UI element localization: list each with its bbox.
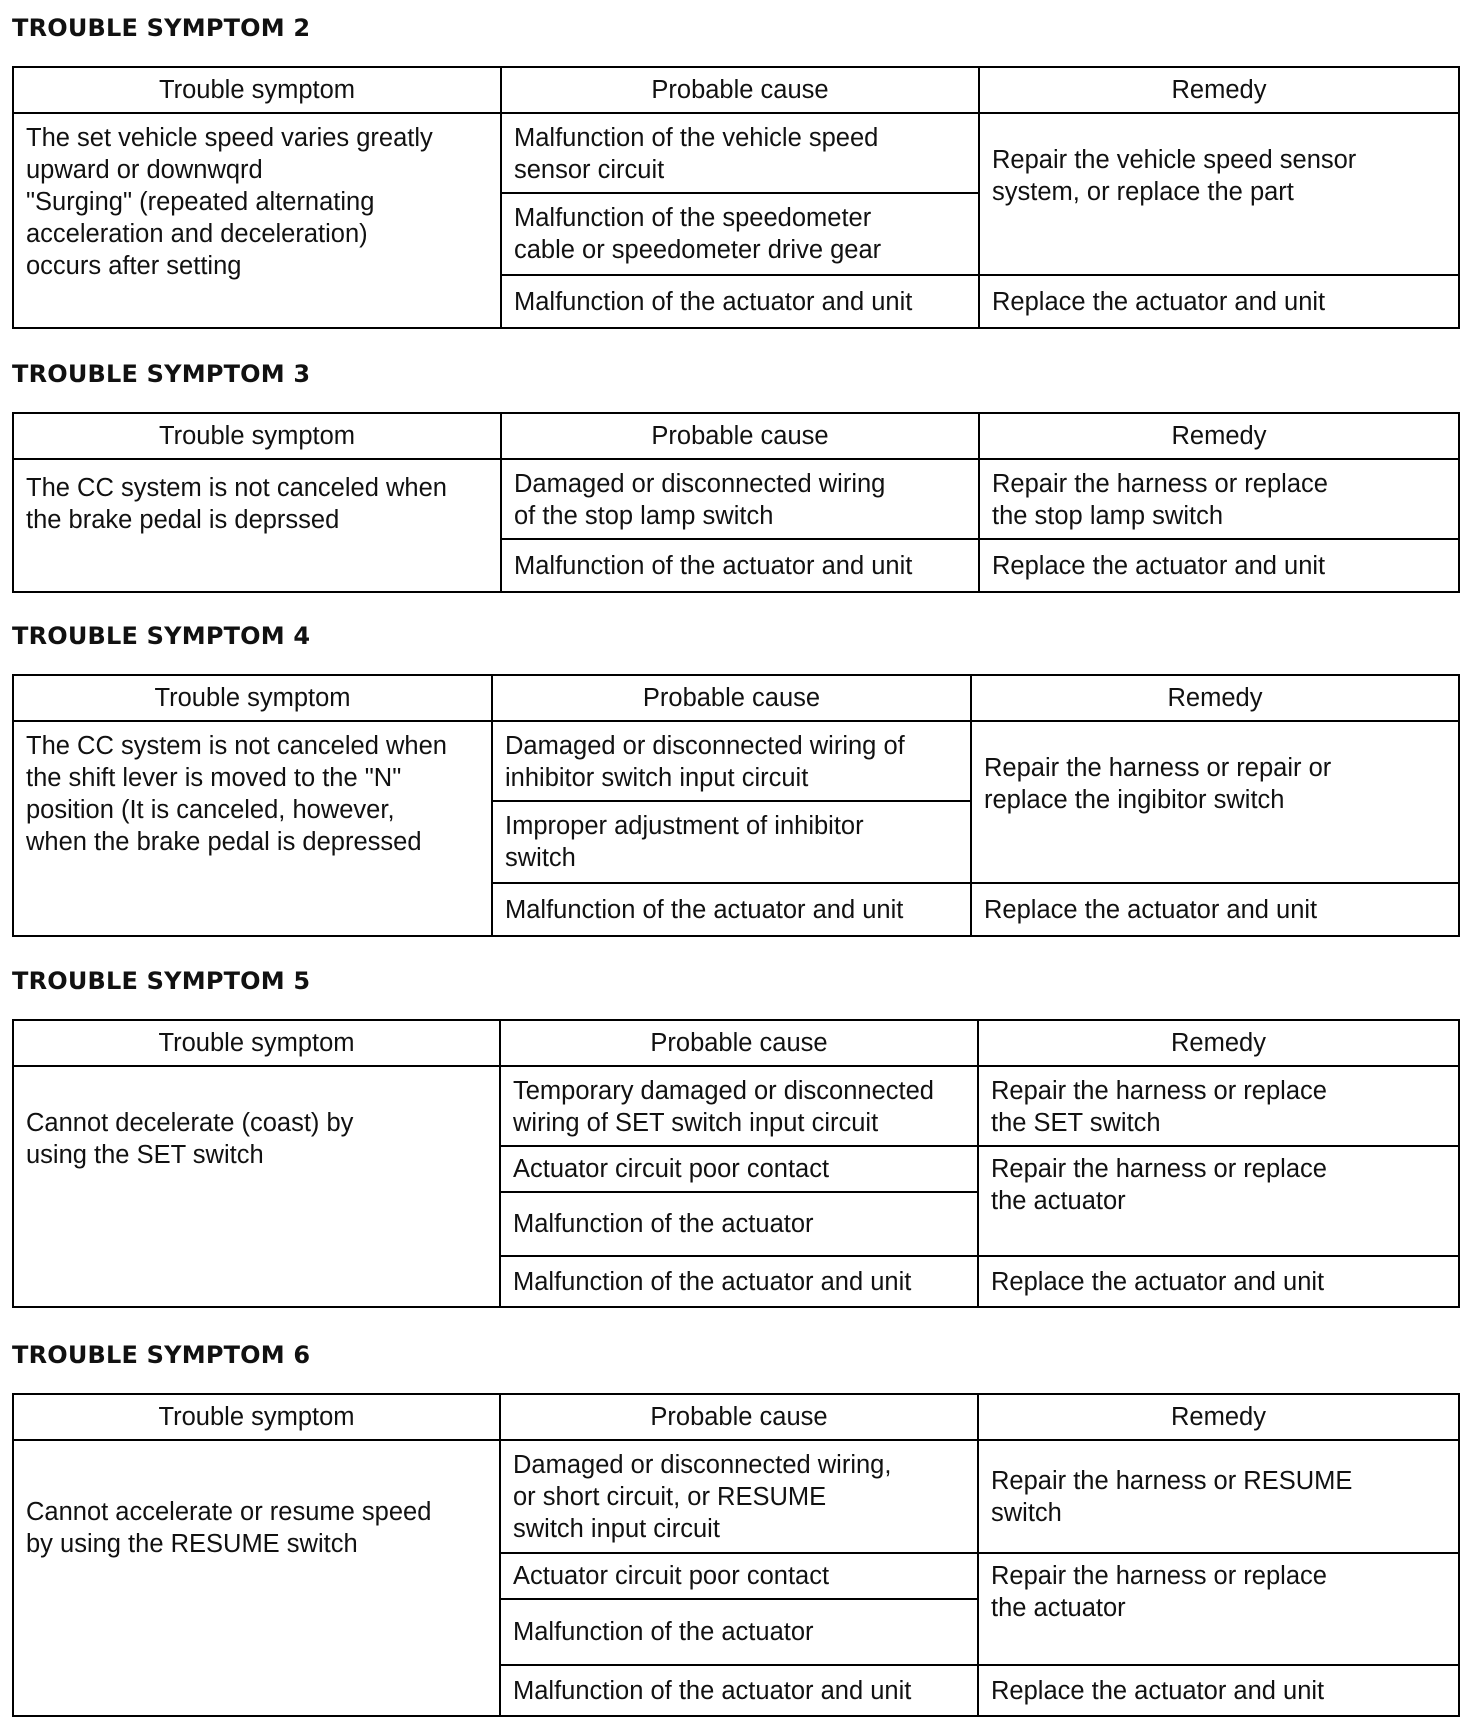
remedy-cell: [979, 539, 1459, 592]
symptom-text-line: The CC system is not canceled when: [26, 732, 447, 760]
symptom-text-line: upward or downwqrd: [26, 156, 263, 184]
remedy-cell: [978, 1146, 1459, 1256]
cause-text-line: Improper adjustment of inhibitor: [505, 812, 864, 840]
symptom-text-line: position (It is canceled, however,: [26, 796, 395, 824]
header-remedy: Remedy: [979, 413, 1459, 459]
remedy-cell: [979, 459, 1459, 539]
section-title: TROUBLE SYMPTOM 6: [12, 1341, 311, 1369]
remedy-cell: [979, 113, 1459, 275]
cause-cell: [500, 1440, 978, 1553]
header-probable-cause: Probable cause: [501, 67, 979, 113]
trouble-table: [12, 674, 1460, 937]
symptom-text-line: occurs after setting: [26, 252, 242, 280]
remedy-text-line: Replace the actuator and unit: [984, 895, 1318, 924]
remedy-text-line: replace the ingibitor switch: [984, 786, 1285, 814]
cause-cell: [500, 1192, 978, 1256]
cause-cell: [501, 113, 979, 193]
symptom-text-line: the shift lever is moved to the "N": [26, 764, 402, 792]
remedy-text-line: switch: [991, 1499, 1062, 1527]
cause-text-line: Malfunction of the actuator and unit: [513, 1676, 912, 1705]
remedy-cell: [978, 1440, 1459, 1553]
header-trouble-symptom: Trouble symptom: [13, 67, 501, 113]
cause-text-line: of the stop lamp switch: [514, 502, 774, 530]
symptom-text-line: using the SET switch: [26, 1141, 264, 1169]
cause-cell: [501, 539, 979, 592]
header-trouble-symptom: Trouble symptom: [13, 1020, 500, 1066]
cause-text-line: Actuator circuit poor contact: [513, 1562, 830, 1590]
remedy-text-line: the actuator: [991, 1594, 1126, 1622]
header-remedy: Remedy: [971, 675, 1459, 721]
cause-text-line: Malfunction of the actuator and unit: [505, 895, 904, 924]
header-trouble-symptom: Trouble symptom: [13, 413, 501, 459]
remedy-cell: [978, 1665, 1459, 1716]
remedy-text-line: Repair the harness or replace: [991, 1077, 1327, 1105]
cause-text-line: Actuator circuit poor contact: [513, 1155, 830, 1183]
cause-text-line: Malfunction of the speedometer: [514, 204, 872, 232]
cause-text-line: Damaged or disconnected wiring: [514, 470, 886, 498]
header-probable-cause: Probable cause: [500, 1020, 978, 1066]
symptom-text-line: the brake pedal is deprssed: [26, 506, 340, 534]
trouble-table: [12, 1393, 1460, 1717]
symptom-cell: [13, 113, 501, 328]
remedy-cell: [978, 1066, 1459, 1146]
remedy-text-line: Repair the harness or RESUME: [991, 1467, 1353, 1495]
remedy-text-line: Repair the harness or replace: [992, 470, 1328, 498]
header-remedy: Remedy: [979, 67, 1459, 113]
remedy-text-line: Replace the actuator and unit: [992, 551, 1326, 580]
trouble-table: [12, 66, 1460, 329]
cause-text-line: Malfunction of the vehicle speed: [514, 124, 879, 152]
cause-cell: [500, 1599, 978, 1665]
symptom-text-line: "Surging" (repeated alternating: [26, 188, 375, 216]
cause-cell: [500, 1146, 978, 1192]
section-title: TROUBLE SYMPTOM 5: [12, 967, 311, 995]
cause-cell: [501, 275, 979, 328]
symptom-text-line: Cannot accelerate or resume speed: [26, 1498, 432, 1526]
cause-text-line: Malfunction of the actuator and unit: [513, 1267, 912, 1296]
remedy-cell: [979, 275, 1459, 328]
header-probable-cause: Probable cause: [492, 675, 971, 721]
symptom-text-line: acceleration and deceleration): [26, 220, 368, 248]
symptom-text-line: Cannot decelerate (coast) by: [26, 1109, 354, 1137]
header-remedy: Remedy: [978, 1020, 1459, 1066]
header-trouble-symptom: Trouble symptom: [13, 1394, 500, 1440]
symptom-text-line: The CC system is not canceled when: [26, 474, 447, 502]
cause-text-line: switch: [505, 844, 576, 872]
cause-cell: [500, 1256, 978, 1307]
cause-cell: [492, 801, 971, 883]
trouble-table: [12, 1019, 1460, 1308]
cause-text-line: inhibitor switch input circuit: [505, 764, 809, 792]
cause-text-line: Malfunction of the actuator and unit: [514, 551, 913, 580]
remedy-cell: [971, 883, 1459, 936]
remedy-text-line: Replace the actuator and unit: [991, 1676, 1325, 1705]
cause-text-line: Damaged or disconnected wiring,: [513, 1451, 892, 1479]
header-probable-cause: Probable cause: [501, 413, 979, 459]
cause-text-line: sensor circuit: [514, 156, 665, 184]
remedy-text-line: Replace the actuator and unit: [991, 1267, 1325, 1296]
symptom-text-line: when the brake pedal is depressed: [26, 828, 422, 856]
cause-text-line: Malfunction of the actuator: [513, 1210, 814, 1238]
cause-text-line: switch input circuit: [513, 1515, 720, 1543]
header-remedy: Remedy: [978, 1394, 1459, 1440]
remedy-text-line: Repair the harness or replace: [991, 1562, 1327, 1590]
cause-cell: [501, 459, 979, 539]
remedy-text-line: Repair the vehicle speed sensor: [992, 146, 1357, 174]
cause-cell: [500, 1066, 978, 1146]
symptom-cell: [13, 721, 492, 936]
remedy-text-line: the SET switch: [991, 1109, 1161, 1137]
cause-text-line: wiring of SET switch input circuit: [513, 1109, 879, 1137]
remedy-text-line: system, or replace the part: [992, 178, 1294, 206]
section-title: TROUBLE SYMPTOM 2: [12, 14, 311, 42]
cause-cell: [501, 193, 979, 275]
remedy-text-line: the actuator: [991, 1187, 1126, 1215]
remedy-text-line: Repair the harness or replace: [991, 1155, 1327, 1183]
trouble-table: [12, 412, 1460, 593]
symptom-text-line: by using the RESUME switch: [26, 1530, 358, 1558]
symptom-cell: [13, 1440, 500, 1716]
remedy-text-line: Repair the harness or repair or: [984, 754, 1332, 782]
remedy-text-line: Replace the actuator and unit: [992, 287, 1326, 316]
cause-text-line: Malfunction of the actuator and unit: [514, 287, 913, 316]
cause-cell: [500, 1665, 978, 1716]
header-trouble-symptom: Trouble symptom: [13, 675, 492, 721]
section-title: TROUBLE SYMPTOM 4: [12, 622, 311, 650]
symptom-cell: [13, 1066, 500, 1307]
remedy-text-line: the stop lamp switch: [992, 502, 1224, 530]
cause-cell: [492, 721, 971, 801]
remedy-cell: [971, 721, 1459, 883]
cause-cell: [500, 1553, 978, 1599]
cause-text-line: Damaged or disconnected wiring of: [505, 732, 905, 760]
remedy-cell: [978, 1553, 1459, 1665]
cause-text-line: cable or speedometer drive gear: [514, 236, 882, 264]
symptom-cell: [13, 459, 501, 592]
section-title: TROUBLE SYMPTOM 3: [12, 360, 311, 388]
header-probable-cause: Probable cause: [500, 1394, 978, 1440]
cause-text-line: Malfunction of the actuator: [513, 1618, 814, 1646]
symptom-text-line: The set vehicle speed varies greatly: [26, 124, 433, 152]
remedy-cell: [978, 1256, 1459, 1307]
cause-text-line: Temporary damaged or disconnected: [513, 1077, 934, 1105]
cause-cell: [492, 883, 971, 936]
cause-text-line: or short circuit, or RESUME: [513, 1483, 827, 1511]
